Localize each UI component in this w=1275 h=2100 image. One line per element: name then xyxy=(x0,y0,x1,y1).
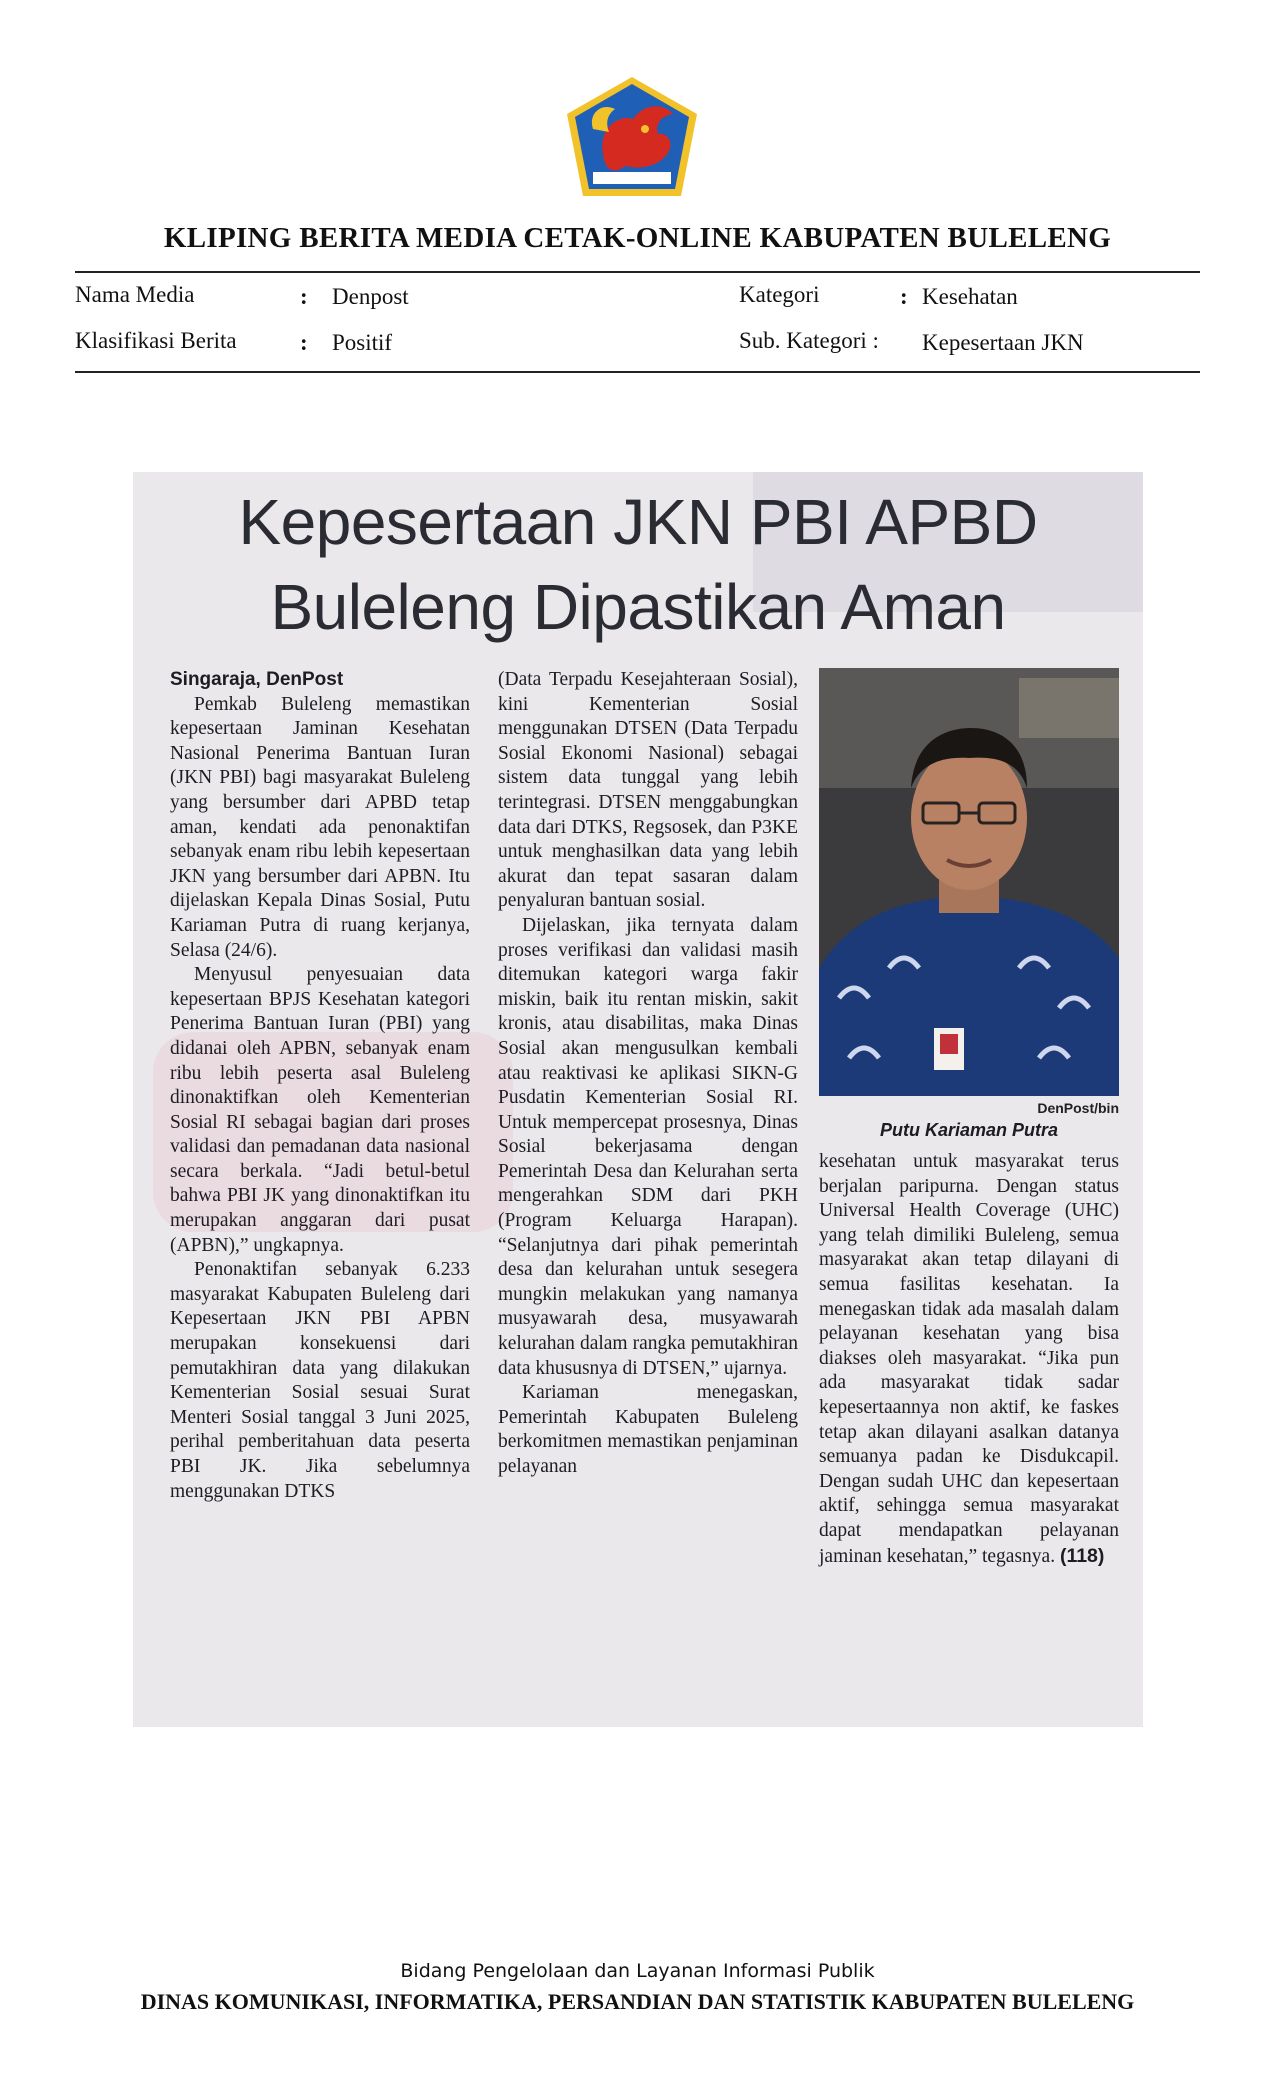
header-divider-bottom xyxy=(75,371,1200,373)
article-column-3 xyxy=(819,1150,1119,1569)
klasifikasi-label: Klasifikasi Berita xyxy=(75,328,237,353)
paragraph: Menyusul penyesuaian data kepesertaan BPJS Kesehatan kategori Penerima Bantuan Iuran (PBI) yang didanai oleh APBN, sebanyak enam ribu lebih peserta asal Buleleng dinonaktifkan oleh Kementerian Sosial RI sebagai bagian dari proses validasi dan pemadanan data nasional secara berkala. “Jadi betul-betul bahwa PBI JK yang dinonaktifkan itu merupakan anggaran dari pusat (APBN),” ungkapnya. xyxy=(170,964,470,1256)
subkategori-value: Kepesertaan JKN xyxy=(922,330,1084,355)
header-divider-top xyxy=(75,271,1200,273)
official-photo xyxy=(819,668,1119,1096)
media-value: Denpost xyxy=(332,284,409,309)
kategori-value: Kesehatan xyxy=(922,284,1018,309)
klasifikasi-colon: : xyxy=(300,330,308,355)
headline-line-1: Kepesertaan JKN PBI APBD xyxy=(238,486,1038,558)
klasifikasi-value: Positif xyxy=(332,330,393,355)
author-signoff: (118) xyxy=(1059,1544,1105,1567)
photo-caption: Putu Kariaman Putra xyxy=(879,1120,1059,1140)
headline-line-2: Buleleng Dipastikan Aman xyxy=(270,571,1006,643)
kategori-label: Kategori xyxy=(739,282,820,307)
paragraph: (Data Terpadu Kesejahteraan Sosial), kini Kementerian Sosial menggunakan DTSEN (Data Terpadu Sosial Ekonomi Nasional) sebagai sistem data tunggal yang lebih terintegrasi. DTSEN menggabungkan data dari DTKS, Regsosek, dan P3KE untuk menghasilkan data yang lebih akurat dan tepat sasaran dalam penyaluran bantuan sosial. xyxy=(498,669,798,912)
media-label: Nama Media xyxy=(75,282,195,307)
photo-credit: DenPost/bin xyxy=(1037,1100,1119,1116)
paragraph: kesehatan untuk masyarakat terus berjalan paripurna. Dengan status Universal Health Coverage (UHC) yang telah dimiliki Buleleng, semua masyarakat akan tetap dilayani di semua fasilitas kesehatan. Ia menegaskan tidak ada masalah dalam pelayanan kesehatan yang bisa diakses oleh masyarakat. “Jika pun ada masyarakat tidak sadar kepesertaannya non aktif, ke faskes tetap akan dilayani asalkan datanya semuanya padan ke Disdukcapil. Dengan sudah UHC dan kepesertaan aktif, sehingga semua masyarakat dapat mendapatkan pelayanan jaminan kesehatan,” tegasnya. xyxy=(819,1151,1119,1567)
footer-agency: DINAS KOMUNIKASI, INFORMATIKA, PERSANDIAN DAN STATISTIK KABUPATEN BULELENG xyxy=(140,1989,1135,2014)
subkategori-label: Sub. Kategori : xyxy=(739,328,879,353)
news-clipping xyxy=(133,472,1143,1727)
footer-department: Bidang Pengelolaan dan Layanan Informasi Publik xyxy=(400,1960,875,1982)
kategori-colon: : xyxy=(900,284,908,309)
paragraph: Dijelaskan, jika ternyata dalam proses verifikasi dan validasi masih ditemukan kategori warga fakir miskin, baik itu rentan miskin, sakit kronis, atau disabilitas, maka Dinas Sosial akan mengusulkan kembali atau reaktivasi ke aplikasi SIKN-G Pusdatin Kementerian Sosial RI. Untuk mempercepat prosesnya, Dinas Sosial bekerjasama dengan Pemerintah Desa dan Kelurahan serta mengerahkan SDM dari PKH (Program Keluarga Harapan). “Selanjutnya dari pihak pemerintah desa dan kelurahan untuk sesegera mungkin melakukan yang namanya musyawarah desa, musyawarah kelurahan dalam rangka pemutakhiran data khususnya di DTSEN,” ujarnya. xyxy=(498,914,798,1379)
paragraph: Pemkab Buleleng memastikan kepesertaan Jaminan Kesehatan Nasional Penerima Bantuan Iuran (JKN PBI) bagi masyarakat Buleleng yang bersumber dari APBD tetap aman, kendati ada penonaktifan sebanyak enam ribu lebih kepesertaan JKN yang bersumber dari APBN. Itu dijelaskan Kepala Dinas Sosial, Putu Kariaman Putra di ruang kerjanya, Selasa (24/6). xyxy=(170,693,470,961)
paragraph: Kariaman menegaskan, Pemerintah Kabupaten Buleleng berkomitmen memastikan penjaminan pelayanan xyxy=(498,1382,798,1477)
article-column-2 xyxy=(498,668,798,1480)
paragraph: Penonaktifan sebanyak 6.233 masyarakat Kabupaten Buleleng dari Kepesertaan JKN PBI APBN merupakan konsekuensi dari pemutakhiran data yang dilakukan Kementerian Sosial sesuai Surat Menteri Sosial tanggal 3 Juni 2025, perihal pemberitahuan data peserta PBI JK. Jika sebelumnya menggunakan DTKS xyxy=(170,1259,470,1502)
media-colon: : xyxy=(300,284,308,309)
regency-logo xyxy=(563,74,701,202)
page-title: KLIPING BERITA MEDIA CETAK-ONLINE KABUPATEN BULELENG xyxy=(163,222,1112,254)
dateline: Singaraja, DenPost xyxy=(170,669,344,690)
article-column-1 xyxy=(170,668,470,1504)
